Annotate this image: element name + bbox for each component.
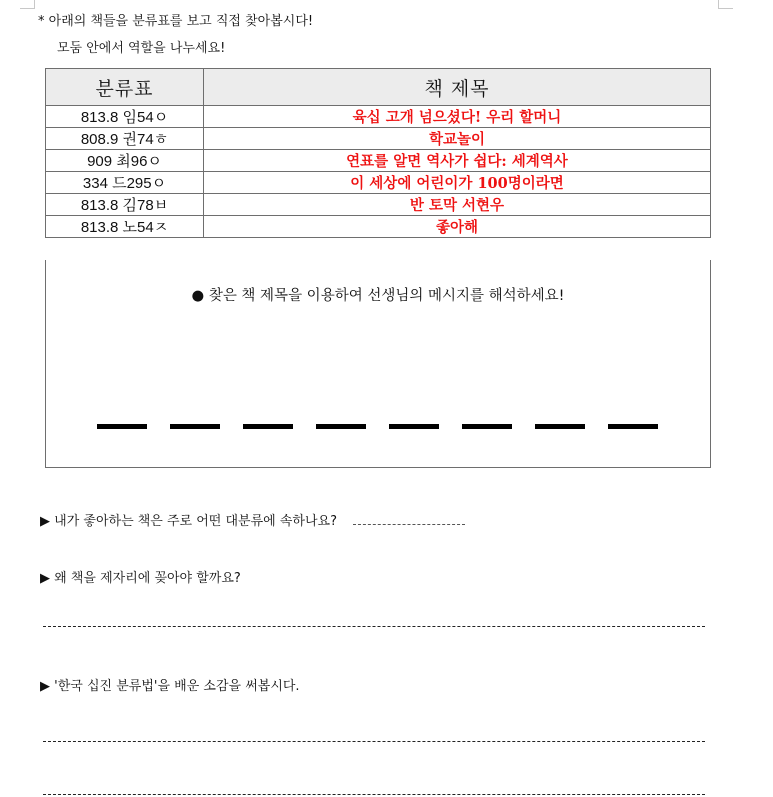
answer-line[interactable] — [43, 794, 705, 795]
book-title: 학교놀이 — [204, 128, 711, 150]
instruction-line-2: 모둠 안에서 역할을 나누세요! — [57, 41, 226, 56]
message-blank[interactable] — [608, 424, 658, 429]
classification-table — [45, 68, 711, 238]
question-2 — [40, 567, 241, 586]
message-blank[interactable] — [462, 424, 512, 429]
call-number: 909 최96ㅇ — [46, 150, 204, 172]
header-classification: 분류표 — [46, 69, 204, 106]
instruction-line-1: * 아래의 책들을 분류표를 보고 직접 찾아봅시다! — [38, 14, 314, 29]
call-number: 808.9 권74ㅎ — [46, 128, 204, 150]
table-header-row — [46, 69, 711, 106]
call-number: 813.8 임54ㅇ — [46, 106, 204, 128]
book-title: 육십 고개 넘으셨다! 우리 할머니 — [204, 106, 711, 128]
question-3 — [40, 675, 300, 694]
call-number: 813.8 김78ㅂ — [46, 194, 204, 216]
answer-line[interactable] — [43, 741, 705, 742]
answer-line[interactable] — [43, 626, 705, 627]
book-title: 이 세상에 어린이가 100명이라면 — [204, 172, 711, 194]
table-row — [46, 194, 711, 216]
table-row — [46, 172, 711, 194]
book-title: 좋아해 — [204, 216, 711, 238]
table-row — [46, 106, 711, 128]
message-prompt-text: 찾은 책 제목을 이용하여 선생님의 메시지를 해석하세요! — [208, 288, 565, 304]
page-corner-mark-left — [20, 0, 35, 9]
bullet-icon: ● — [191, 288, 205, 304]
book-title: 반 토막 서현우 — [204, 194, 711, 216]
arrow-icon: ▶ — [40, 514, 50, 529]
table-row — [46, 128, 711, 150]
question-text: 왜 책을 제자리에 꽂아야 할까요? — [54, 571, 241, 586]
table-row — [46, 216, 711, 238]
call-number: 813.8 노54ㅈ — [46, 216, 204, 238]
arrow-icon: ▶ — [40, 571, 50, 586]
message-blank[interactable] — [316, 424, 366, 429]
message-blank[interactable] — [243, 424, 293, 429]
message-blank[interactable] — [535, 424, 585, 429]
call-number: 334 드295ㅇ — [46, 172, 204, 194]
message-blank[interactable] — [97, 424, 147, 429]
arrow-icon: ▶ — [40, 679, 50, 694]
table-row — [46, 150, 711, 172]
header-book-title: 책 제목 — [204, 69, 711, 106]
question-text: '한국 십진 분류법'을 배운 소감을 써봅시다. — [54, 679, 300, 694]
question-text: 내가 좋아하는 책은 주로 어떤 대분류에 속하나요? — [54, 514, 337, 529]
message-box — [45, 260, 711, 468]
message-blank[interactable] — [170, 424, 220, 429]
message-blank[interactable] — [389, 424, 439, 429]
answer-blank[interactable] — [353, 512, 465, 525]
question-1 — [40, 510, 465, 529]
page-corner-mark-right — [718, 0, 733, 9]
message-prompt — [46, 284, 710, 305]
book-title: 연표를 알면 역사가 쉽다: 세계역사 — [204, 150, 711, 172]
